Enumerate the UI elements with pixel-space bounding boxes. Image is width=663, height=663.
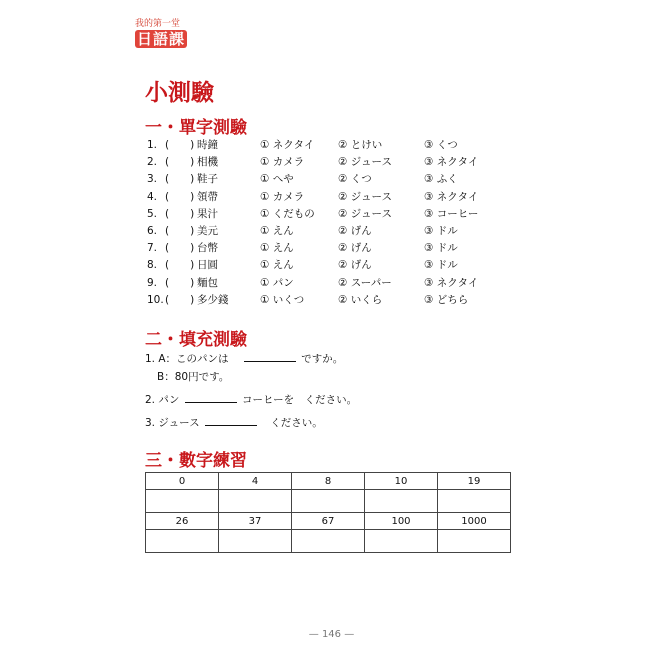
option-2: ② ジュース bbox=[338, 156, 393, 169]
question-text: 2. パン bbox=[145, 394, 180, 406]
fill-question-1b: B：80円です。 bbox=[157, 371, 230, 383]
answer-cell bbox=[292, 530, 365, 553]
quiz-row bbox=[147, 292, 527, 309]
chinese-word: 美元 bbox=[197, 224, 218, 237]
number-cell: 100 bbox=[365, 513, 438, 530]
chinese-word: 相機 bbox=[197, 156, 218, 169]
answer-blank: ( ) bbox=[165, 190, 195, 203]
option-1: ① カメラ bbox=[260, 190, 305, 203]
option-1: ① へや bbox=[260, 173, 294, 186]
table-row bbox=[146, 513, 511, 530]
question-text: 3. ジュース bbox=[145, 417, 200, 429]
option-2: ② げん bbox=[338, 259, 372, 272]
number-cell: 1000 bbox=[438, 513, 511, 530]
quiz-row bbox=[147, 223, 527, 240]
option-2: ② とけい bbox=[338, 139, 383, 151]
option-1: ① えん bbox=[260, 224, 294, 237]
table-row bbox=[146, 473, 511, 490]
quiz-row bbox=[147, 275, 527, 292]
option-3: ③ くつ bbox=[424, 139, 458, 151]
answer-blank: ( ) bbox=[165, 173, 195, 186]
number-cell: 26 bbox=[146, 513, 219, 530]
answer-blank: ( ) bbox=[165, 207, 195, 220]
chinese-word: 麵包 bbox=[197, 276, 218, 289]
quiz-row bbox=[147, 137, 527, 154]
vocab-quiz bbox=[147, 137, 527, 309]
number-cell: 37 bbox=[219, 513, 292, 530]
answer-blank: ( ) bbox=[165, 293, 195, 306]
option-1: ① えん bbox=[260, 259, 294, 272]
fill-blank bbox=[244, 351, 296, 362]
option-1: ① カメラ bbox=[260, 156, 305, 169]
option-3: ③ ドル bbox=[424, 242, 458, 255]
question-text: ですか。 bbox=[301, 353, 344, 365]
question-text: ください。 bbox=[270, 417, 323, 429]
chinese-word: 時鐘 bbox=[197, 139, 218, 151]
fill-question-2 bbox=[145, 392, 357, 407]
page-title: 小測驗 bbox=[145, 80, 214, 106]
option-2: ② ジュース bbox=[338, 190, 393, 203]
option-2: ② いくら bbox=[338, 293, 383, 306]
answer-cell bbox=[219, 530, 292, 553]
section3-title: 三・數字練習 bbox=[145, 451, 247, 471]
chinese-word: 鞋子 bbox=[197, 173, 218, 186]
section1-title: 一・單字測驗 bbox=[145, 118, 247, 138]
option-1: ① ネクタイ bbox=[260, 139, 315, 151]
row-number: 8. bbox=[147, 259, 158, 272]
answer-blank: ( ) bbox=[165, 276, 195, 289]
answer-cell bbox=[146, 530, 219, 553]
option-1: ① いくつ bbox=[260, 293, 305, 306]
option-1: ① パン bbox=[260, 276, 294, 289]
option-2: ② スーパー bbox=[338, 276, 392, 289]
answer-blank: ( ) bbox=[165, 259, 195, 272]
page-number: — 146 — bbox=[308, 629, 355, 640]
quiz-row bbox=[147, 154, 527, 171]
option-2: ② ジュース bbox=[338, 207, 393, 220]
option-3: ③ コーヒー bbox=[424, 207, 479, 220]
row-number: 9. bbox=[147, 276, 158, 289]
brand-subtitle: 我的第一堂 bbox=[135, 19, 181, 29]
answer-cell bbox=[365, 490, 438, 513]
row-number: 4. bbox=[147, 190, 158, 203]
number-cell: 8 bbox=[292, 473, 365, 490]
option-3: ③ ドル bbox=[424, 259, 458, 272]
answer-blank: ( ) bbox=[165, 242, 195, 255]
answer-blank: ( ) bbox=[165, 156, 195, 169]
answer-blank: ( ) bbox=[165, 139, 195, 151]
row-number: 6. bbox=[147, 224, 158, 237]
table-row bbox=[146, 490, 511, 513]
option-2: ② くつ bbox=[338, 173, 372, 186]
quiz-row bbox=[147, 189, 527, 206]
fill-blank bbox=[205, 415, 257, 426]
answer-cell bbox=[365, 530, 438, 553]
option-3: ③ ネクタイ bbox=[424, 156, 479, 169]
row-number: 1. bbox=[147, 139, 158, 151]
row-number: 5. bbox=[147, 207, 158, 220]
number-cell: 19 bbox=[438, 473, 511, 490]
chinese-word: 日圓 bbox=[197, 259, 218, 272]
brand-logo bbox=[135, 19, 187, 48]
answer-cell bbox=[292, 490, 365, 513]
fill-question-1a bbox=[145, 351, 343, 366]
fill-question-3 bbox=[145, 415, 323, 430]
row-number: 2. bbox=[147, 156, 158, 169]
number-cell: 67 bbox=[292, 513, 365, 530]
answer-cell bbox=[438, 490, 511, 513]
option-3: ③ ふく bbox=[424, 173, 458, 186]
option-3: ③ ドル bbox=[424, 224, 458, 237]
quiz-row bbox=[147, 257, 527, 274]
quiz-row bbox=[147, 171, 527, 188]
number-cell: 10 bbox=[365, 473, 438, 490]
number-practice-table bbox=[145, 472, 511, 553]
number-cell: 4 bbox=[219, 473, 292, 490]
option-1: ① くだもの bbox=[260, 207, 315, 220]
option-2: ② げん bbox=[338, 242, 372, 255]
fill-blank bbox=[185, 392, 237, 403]
option-2: ② げん bbox=[338, 224, 372, 237]
brand-title: 日語課 bbox=[136, 30, 185, 48]
answer-cell bbox=[219, 490, 292, 513]
row-number: 10. bbox=[147, 293, 164, 306]
option-3: ③ どちら bbox=[424, 293, 469, 306]
section2-title: 二・填充測驗 bbox=[145, 330, 247, 350]
quiz-row bbox=[147, 206, 527, 223]
answer-cell bbox=[146, 490, 219, 513]
answer-cell bbox=[438, 530, 511, 553]
chinese-word: 果汁 bbox=[197, 207, 218, 220]
option-3: ③ ネクタイ bbox=[424, 276, 479, 289]
answer-blank: ( ) bbox=[165, 224, 195, 237]
question-text: 1. A：このパンは bbox=[145, 353, 229, 365]
option-1: ① えん bbox=[260, 242, 294, 255]
number-cell: 0 bbox=[146, 473, 219, 490]
chinese-word: 多少錢 bbox=[197, 293, 229, 306]
table-row bbox=[146, 530, 511, 553]
row-number: 3. bbox=[147, 173, 158, 186]
chinese-word: 台幣 bbox=[197, 242, 218, 255]
quiz-row bbox=[147, 240, 527, 257]
chinese-word: 領帶 bbox=[197, 190, 218, 203]
question-text: コーヒーを ください。 bbox=[242, 394, 358, 406]
row-number: 7. bbox=[147, 242, 158, 255]
option-3: ③ ネクタイ bbox=[424, 190, 479, 203]
